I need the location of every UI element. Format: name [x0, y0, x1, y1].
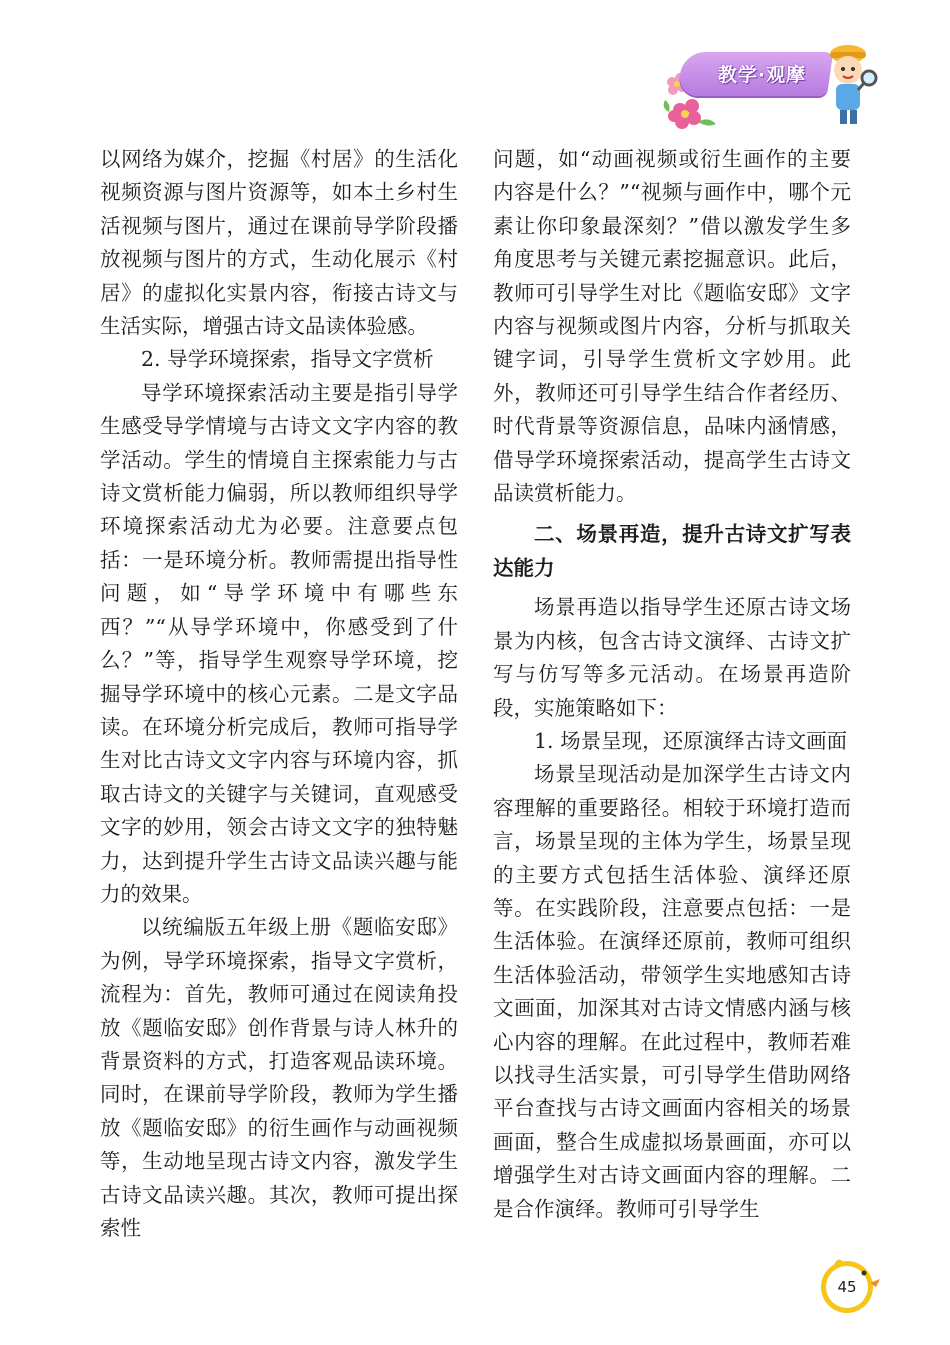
section-header-badge: [660, 40, 880, 130]
left-paragraph-3: 以统编版五年级上册《题临安邸》为例，导学环境探索，指导文字赏析，流程为：首先，教师可通过在阅读角投放《题临安邸》创作背景与诗人林升的背景资料的方式，打造客观品读环境。同时，在课前导学阶段，教师为学生播放《题临安邸》的衍生画作与动画视频等，生动地呈现古诗文内容，激发学生古诗文品读兴趣。其次，教师可提出探索性: [100, 915, 458, 1240]
right-paragraph-3: 场景呈现活动是加深学生古诗文内容理解的重要路径。相较于环境打造而言，场景呈现的主体为学生，场景呈现的主要方式包括生活体验、演绎还原等。在实践阶段，注意要点包括：一是生活体验。在演绎还原前，教师可组织生活体验活动，带领学生实地感知古诗文画面，加深其对古诗文情感内涵与核心内容的理解。在此过程中，教师若难以找寻生活实景，可引导学生借助网络平台查找与古诗文画面内容相关的场景画面，整合生成虚拟场景画面，亦可以增强学生对古诗文画面内容的理解。二是合作演绎。教师可引导学生: [493, 762, 851, 1221]
right-paragraph-2: 场景再造以指导学生还原古诗文场景为内核，包含古诗文演绎、古诗文扩写与仿写等多元活动。在场景再造阶段，实施策略如下：: [493, 595, 851, 720]
left-subheading: 2. 导学环境探索，指导文字赏析: [141, 347, 434, 372]
left-paragraph-1: 以网络为媒介，挖掘《村居》的生活化视频资源与图片资源等，如本土乡村生活视频与图片，通过在课前导学阶段播放视频与图片的方式，生动化展示《村居》的虚拟化实景内容，衔接古诗文与生活实际，增强古诗文品读体验感。: [100, 147, 458, 339]
left-paragraph-2: 导学环境探索活动主要是指引导学生感受导学情境与古诗文文字内容的教学活动。学生的情境自主探索能力与古诗文赏析能力偏弱，所以教师组织导学环境探索活动尤为必要。注意要点包括：一是环境分析。教师需提出指导性问题，如“导学环境中有哪些东西？”“从导学环境中，你感受到了什么？”等，指导学生观察导学环境，挖掘导学环境中的核心元素。二是文字品读。在环境分析完成后，教师可指导学生对比古诗文文字内容与环境内容，抓取古诗文的关键字与关键词，直观感受文字的妙用，领会古诗文文字的独特魅力，达到提升学生古诗文品读兴趣与能力的效果。: [100, 380, 458, 906]
left-text-column: [100, 143, 458, 1245]
page-number-badge: [812, 1253, 882, 1317]
cartoon-kid-with-magnifier-icon: [820, 40, 880, 130]
right-paragraph-1: 问题，如“动画视频或衍生画作的主要内容是什么？”“视频与画作中，哪个元素让你印象最深刻？”借以激发学生多角度思考与关键元素挖掘意识。此后，教师可引导学生对比《题临安邸》文字内容与视频或图片内容，分析与抓取关键字词，引导学生赏析文字妙用。此外，教师还可引导学生结合作者经历、时代背景等资源信息，品味内涵情感，借导学环境探索活动，提高学生古诗文品读赏析能力。: [493, 147, 851, 506]
section-heading: 二、场景再造，提升古诗文扩写表达能力: [493, 522, 851, 580]
right-text-column: [493, 143, 851, 1226]
section-label: 教学·观摩: [717, 64, 807, 86]
page-number: 45: [837, 1278, 857, 1296]
right-subheading: 1. 场景呈现，还原演绎古诗文画面: [534, 728, 848, 753]
